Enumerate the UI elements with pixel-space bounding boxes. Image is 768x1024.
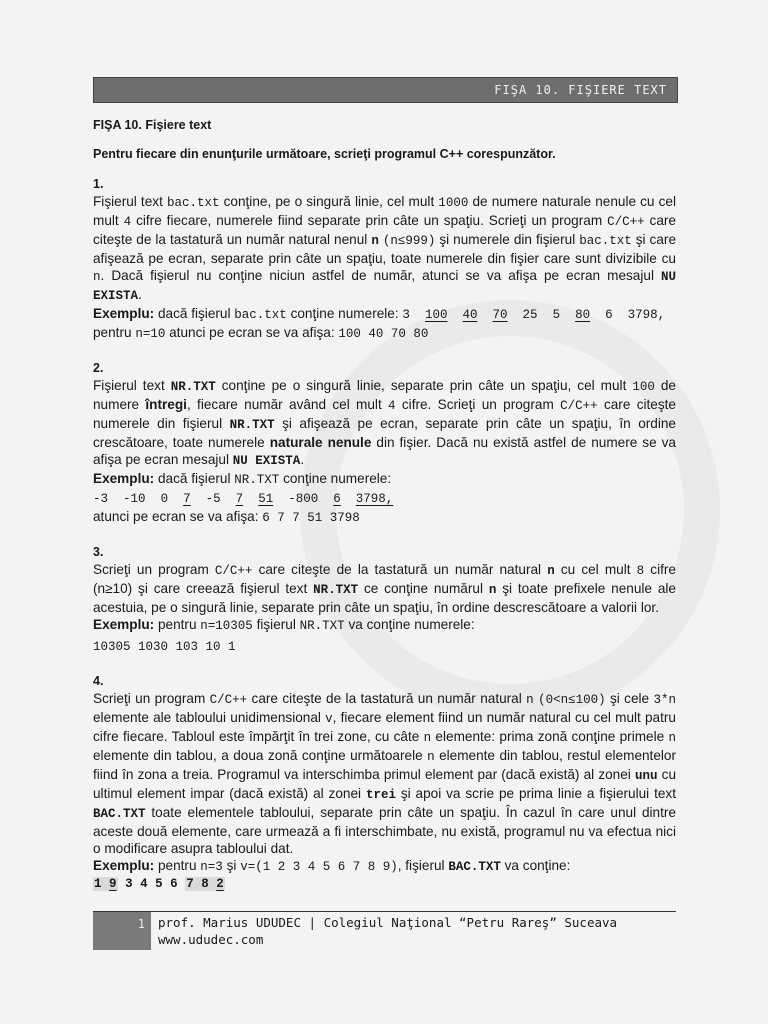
example-line: Exemplu: pentru n=10305 fişierul NR.TXT va conţine numerele: — [93, 617, 475, 633]
problem-1 — [93, 176, 676, 343]
page-number: 1 — [93, 912, 151, 950]
problem-text: Scrieţi un program C/C++ care citeşte de la tastatură un număr natural n cu cel mult 8 cifre (n≥10) şi care creează fişierul text NR.TXT ce conţine numărul n şi toate prefixele nenule ale acestuia, pe o singură linie, separate prin câte un spaţiu, în ordine descrescătoare a valorii lor. — [93, 562, 676, 615]
example-output: 10305 1030 103 10 1 — [93, 640, 236, 654]
header-bar — [93, 77, 678, 103]
document-body — [93, 117, 676, 910]
footer-divider — [93, 911, 676, 912]
header-label: FIŞA 10. FIŞIERE TEXT — [494, 83, 667, 97]
problem-number: 3. — [93, 545, 104, 559]
problem-text: Fişierul text NR.TXT conţine pe o singură linie, separate prin câte un spaţiu, cel mult 100 de numere întregi, fiecare număr având cel mult 4 cifre. Scrieţi un program C/C++ care citeşte numerele din fişierul NR.TXT şi afişează pe ecran, separate prin câte un spaţiu, în ordine crescătoare, toate numerele naturale nenule din fişier. Dacă nu există astfel de numere se va afişa pe ecran mesajul NU EXISTA. — [93, 378, 676, 468]
problem-4 — [93, 673, 676, 893]
document-title: FIŞA 10. Fişiere text — [93, 118, 212, 132]
problem-number: 4. — [93, 674, 104, 688]
intro-text: Pentru fiecare din enunţurile următoare, scrieţi programul C++ corespunzător. — [93, 147, 556, 161]
problem-number: 1. — [93, 177, 104, 191]
problem-text: Scrieţi un program C/C++ care citeşte de la tastatură un număr natural n (0<n≤100) şi cele 3*n elemente ale tabloului unidimensional v, fiecare element fiind un număr natural cu cel mult patru cifre fiecare. Tabloul este împărţit în trei zone, cu câte n elemente: prima zonă conţine primele n elemente din tablou, a doua zonă conţine următoarele n elemente din tablou, restul elementelor fiind în zona a treia. Programul va interschimba primul element par (dacă există) al zonei unu cu ultimul element impar (dacă există) al zonei trei şi apoi va scrie pe prima linie a fişierului text BAC.TXT toate elementele tabloului, separate prin câte un spaţiu. În cazul în care unul dintre aceste două elemente, care urmează a fi interschimbate, nu există, programul nu va efectua nici o modificare asupra tabloului dat. — [93, 691, 677, 856]
example-line: Exemplu: dacă fişierul NR.TXT conţine numerele: -3 -10 0 7 -5 7 51 -800 6 3798, atunci pe ecran se va afişa: 6 7 7 51 3798 — [93, 471, 394, 525]
example-line: Exemplu: dacă fişierul bac.txt conţine numerele: 3 100 40 70 25 5 80 6 3798, pentru n=10 atunci pe ecran se va afişa: 100 40 70 80 — [93, 306, 666, 341]
footer-author: prof. Marius UDUDEC | Colegiul Naţional “Petru Rareş” Suceava — [158, 915, 618, 930]
footer-website: www.ududec.com — [158, 932, 264, 947]
problem-text: Fişierul text bac.txt conţine, pe o singură linie, cel mult 1000 de numere naturale nenule cu cel mult 4 cifre fiecare, numerele fiind separate prin câte un spaţiu. Scrieţi un program C/C++ care citeşte de la tastatură un număr natural nenul n (n≤999) şi numerele din fişierul bac.txt şi care afişează pe ecran, separate prin câte un spaţiu, toate numerele din fişier care sunt divizibile cu n. Dacă fişierul nu conţine niciun astfel de număr, atunci se va afişa pe ecran mesajul NU EXISTA. — [93, 194, 676, 303]
problem-number: 2. — [93, 361, 104, 375]
problem-3 — [93, 544, 676, 656]
example-line: Exemplu: pentru n=3 şi v=(1 2 3 4 5 6 7 8 9), fişierul BAC.TXT va conţine: — [93, 858, 571, 874]
footer — [158, 914, 617, 948]
example-output: 1 9 3 4 5 6 7 8 2 — [94, 877, 224, 891]
problem-2 — [93, 360, 676, 527]
